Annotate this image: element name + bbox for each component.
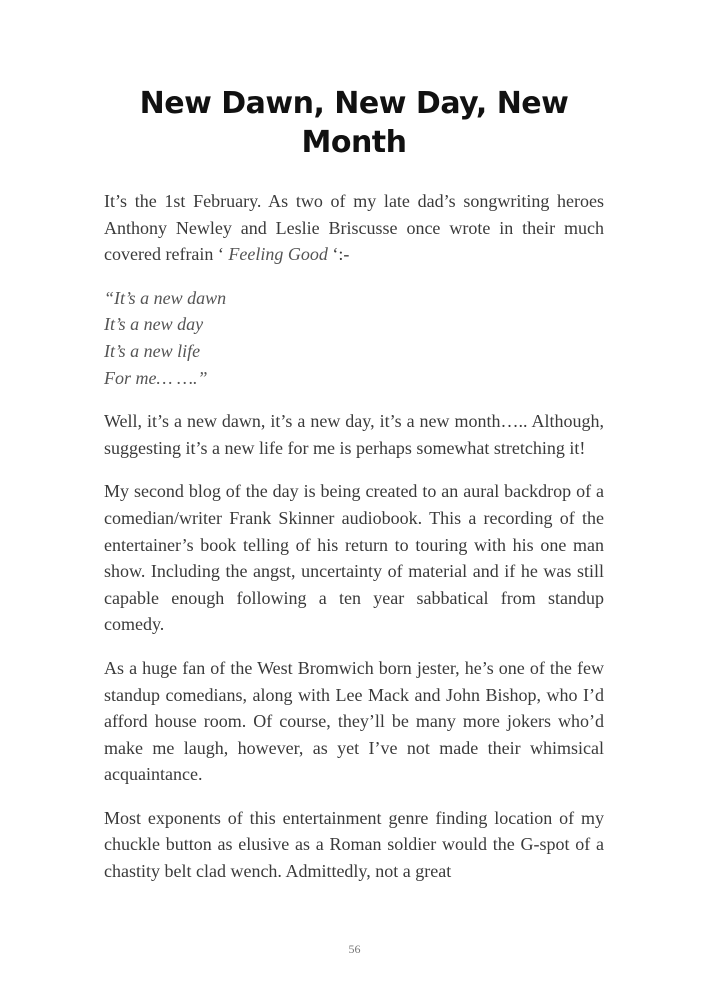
intro-paragraph (104, 188, 604, 268)
body-paragraph: Most exponents of this entertainment genre finding location of my chuckle button as elusive as a Roman soldier would the G-spot of a chastity belt clad wench. Admittedly, not a great (104, 807, 604, 882)
song-title: Feeling Good (228, 244, 328, 265)
article-body (104, 188, 604, 885)
lyric-quote (104, 285, 604, 391)
intro-suffix: ‘:- (327, 244, 350, 265)
page-number: 56 (348, 942, 361, 956)
body-paragraph: My second blog of the day is being created to an aural backdrop of a comedian/writer Frank Skinner audiobook. This a recording of the entertainer’s book telling of his return to touring with his one man show. Including the angst, uncertainty of material and if he was still capable enough following a ten year sabbatical from standup comedy. (104, 481, 604, 635)
lyric-line: It’s a new day (104, 314, 204, 335)
body-paragraph: As a huge fan of the West Bromwich born jester, he’s one of the few standup comedians, along with Lee Mack and John Bishop, who I’d afford house room. Of course, they’ll be many more jokers who’d make me laugh, however, as yet I’ve not made their whimsical acquaintance. (104, 657, 604, 785)
body-paragraph: Well, it’s a new dawn, it’s a new day, it’s a new month….. Although, suggesting it’s a new life for me is perhaps somewhat stretching it! (104, 411, 604, 458)
lyric-line: “It’s a new dawn (104, 287, 227, 308)
intro-text: It’s the 1st February. As two of my late dad’s songwriting heroes Anthony Newley and Leslie Briscusse once wrote in their much covered refrain ‘ (104, 191, 604, 265)
lyric-line: For me… ….” (104, 367, 208, 388)
lyric-line: It’s a new life (104, 340, 201, 361)
page-title: New Dawn, New Day, New Month (139, 86, 569, 160)
